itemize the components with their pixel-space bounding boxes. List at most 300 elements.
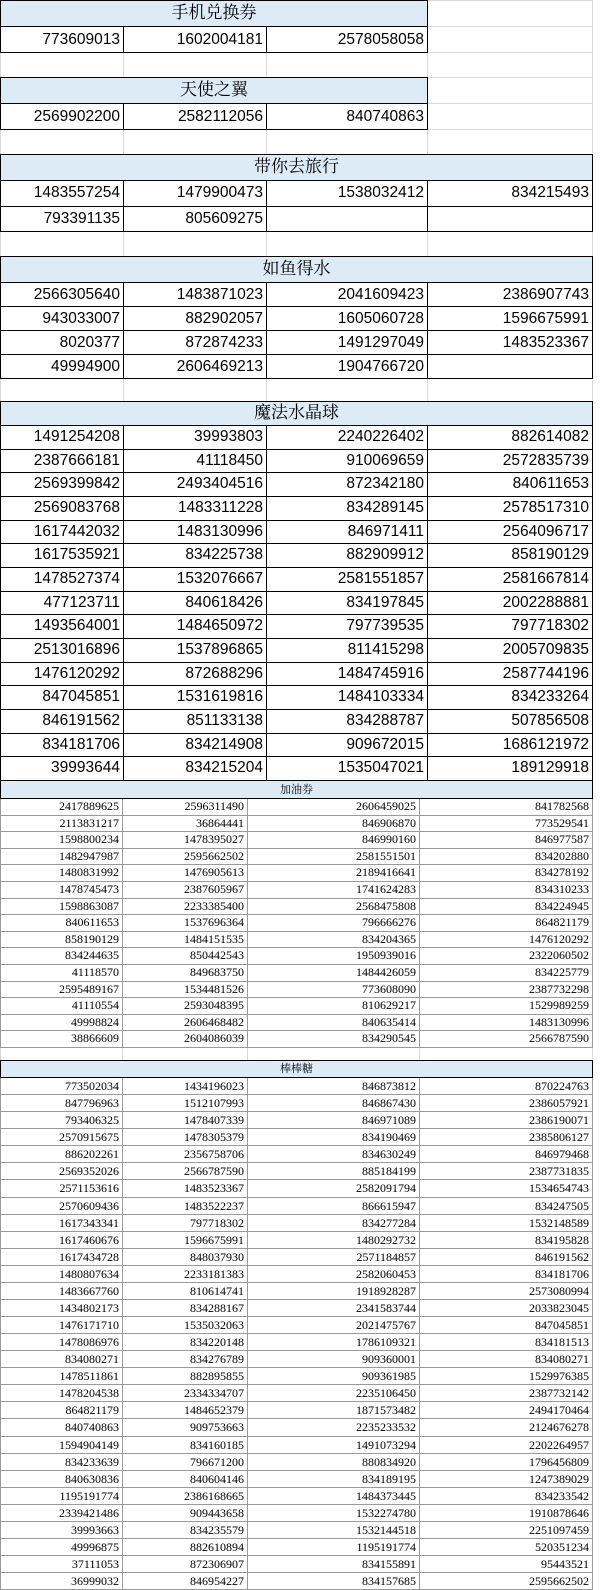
table-cell[interactable]: 834214908 bbox=[123, 733, 267, 758]
table-cell[interactable]: 1535032063 bbox=[122, 1316, 248, 1334]
table-cell[interactable]: 1482947987 bbox=[0, 848, 123, 866]
table-cell[interactable]: 1598863087 bbox=[0, 898, 123, 916]
table-cell[interactable]: 49994900 bbox=[0, 354, 124, 379]
table-cell[interactable]: 834215204 bbox=[123, 756, 267, 781]
table-cell[interactable]: 882895855 bbox=[122, 1367, 248, 1385]
table-cell[interactable]: 834220148 bbox=[122, 1333, 248, 1351]
table-cell[interactable]: 834288167 bbox=[122, 1299, 248, 1317]
table-cell[interactable]: 1512107993 bbox=[122, 1094, 248, 1112]
table-cell[interactable]: 2005709835 bbox=[427, 638, 593, 663]
table-cell[interactable]: 2033823045 bbox=[419, 1299, 593, 1317]
table-cell[interactable]: 1483557254 bbox=[0, 180, 124, 207]
table-cell[interactable]: 1529989259 bbox=[419, 997, 593, 1015]
table-cell[interactable]: 1434802173 bbox=[0, 1299, 123, 1317]
table-cell[interactable]: 1476120292 bbox=[0, 662, 124, 687]
table-cell[interactable]: 1904766720 bbox=[266, 354, 428, 379]
table-cell[interactable]: 2124676278 bbox=[419, 1418, 593, 1436]
table-cell[interactable]: 773502034 bbox=[0, 1077, 123, 1095]
table-cell[interactable]: 1478086976 bbox=[0, 1333, 123, 1351]
table-cell[interactable]: 1529976385 bbox=[419, 1367, 593, 1385]
table-cell[interactable]: 1195191774 bbox=[0, 1487, 123, 1505]
table-cell[interactable]: 882614082 bbox=[427, 425, 593, 450]
table-cell[interactable]: 834289145 bbox=[266, 496, 428, 521]
table-cell[interactable]: 847045851 bbox=[0, 685, 124, 710]
table-cell[interactable]: 2513016896 bbox=[0, 638, 124, 663]
table-cell[interactable]: 1910878646 bbox=[419, 1504, 593, 1522]
table-cell[interactable]: 1478305379 bbox=[122, 1128, 248, 1146]
empty-cell[interactable] bbox=[0, 52, 124, 78]
table-cell[interactable]: 2233181383 bbox=[122, 1265, 248, 1283]
table-cell[interactable]: 2021475767 bbox=[247, 1316, 420, 1334]
table-cell[interactable]: 847045851 bbox=[419, 1316, 593, 1334]
table-cell[interactable]: 2387731835 bbox=[419, 1162, 593, 1180]
table-cell[interactable]: 2568475808 bbox=[247, 898, 420, 916]
table-cell[interactable]: 834080271 bbox=[0, 1350, 123, 1368]
table-cell[interactable]: 2235106450 bbox=[247, 1384, 420, 1402]
table-cell[interactable]: 1476905613 bbox=[122, 864, 248, 882]
empty-cell[interactable] bbox=[122, 1047, 248, 1061]
table-cell[interactable]: 2493404516 bbox=[123, 472, 267, 497]
empty-cell[interactable] bbox=[427, 26, 593, 53]
table-cell[interactable]: 1483523367 bbox=[427, 330, 593, 355]
table-cell[interactable]: 41118450 bbox=[123, 449, 267, 474]
table-cell[interactable] bbox=[266, 206, 428, 233]
table-cell[interactable]: 849683750 bbox=[122, 964, 248, 982]
table-cell[interactable]: 1596675991 bbox=[427, 306, 593, 331]
table-cell[interactable]: 834235579 bbox=[122, 1521, 248, 1539]
table-cell[interactable]: 1479900473 bbox=[123, 180, 267, 207]
table-cell[interactable]: 2387605967 bbox=[122, 881, 248, 899]
table-cell[interactable]: 834195828 bbox=[419, 1231, 593, 1249]
table-cell[interactable]: 797718302 bbox=[427, 614, 593, 639]
table-cell[interactable]: 1537896865 bbox=[123, 638, 267, 663]
table-cell[interactable]: 39993803 bbox=[123, 425, 267, 450]
table-cell[interactable]: 2386168665 bbox=[122, 1487, 248, 1505]
table-cell[interactable]: 1478407339 bbox=[122, 1111, 248, 1129]
table-cell[interactable]: 1598800234 bbox=[0, 831, 123, 849]
table-cell[interactable]: 2494170464 bbox=[419, 1401, 593, 1419]
empty-cell[interactable] bbox=[266, 52, 428, 78]
table-cell[interactable]: 41110554 bbox=[0, 997, 123, 1015]
table-cell[interactable]: 1484373445 bbox=[247, 1487, 420, 1505]
table-cell[interactable]: 2356758706 bbox=[122, 1145, 248, 1163]
table-cell[interactable]: 773608090 bbox=[247, 981, 420, 999]
table-cell[interactable]: 1484426059 bbox=[247, 964, 420, 982]
table-cell[interactable]: 1617460676 bbox=[0, 1231, 123, 1249]
table-cell[interactable]: 2385806127 bbox=[419, 1128, 593, 1146]
table-cell[interactable]: 1594904149 bbox=[0, 1436, 123, 1454]
empty-cell[interactable] bbox=[266, 378, 428, 402]
table-cell[interactable]: 1617434728 bbox=[0, 1248, 123, 1266]
table-cell[interactable]: 1871573482 bbox=[247, 1401, 420, 1419]
table-cell[interactable]: 834310233 bbox=[419, 881, 593, 899]
table-cell[interactable]: 1480292732 bbox=[247, 1231, 420, 1249]
table-cell[interactable]: 846979468 bbox=[419, 1145, 593, 1163]
table-cell[interactable]: 1434196023 bbox=[122, 1077, 248, 1095]
table-cell[interactable] bbox=[427, 354, 593, 379]
table-cell[interactable]: 2002288881 bbox=[427, 591, 593, 616]
table-cell[interactable]: 2606459025 bbox=[247, 798, 420, 816]
table-cell[interactable]: 2582112056 bbox=[123, 103, 267, 130]
table-cell[interactable]: 2581551501 bbox=[247, 848, 420, 866]
table-cell[interactable]: 189129918 bbox=[427, 756, 593, 781]
table-cell[interactable]: 1796456809 bbox=[419, 1453, 593, 1471]
section-title[interactable]: 加油券 bbox=[0, 780, 593, 799]
table-cell[interactable]: 796671200 bbox=[122, 1453, 248, 1471]
table-cell[interactable]: 834233542 bbox=[419, 1487, 593, 1505]
table-cell[interactable]: 858190129 bbox=[0, 931, 123, 949]
empty-cell[interactable] bbox=[123, 378, 267, 402]
table-cell[interactable]: 2564096717 bbox=[427, 520, 593, 545]
table-cell[interactable]: 793406325 bbox=[0, 1111, 123, 1129]
table-cell[interactable]: 2570915675 bbox=[0, 1128, 123, 1146]
table-cell[interactable]: 2581667814 bbox=[427, 567, 593, 592]
table-cell[interactable]: 2334334707 bbox=[122, 1384, 248, 1402]
table-cell[interactable]: 37111053 bbox=[0, 1555, 123, 1573]
table-cell[interactable]: 870224763 bbox=[419, 1077, 593, 1095]
table-cell[interactable]: 2606469213 bbox=[123, 354, 267, 379]
table-cell[interactable]: 2339421486 bbox=[0, 1504, 123, 1522]
table-cell[interactable]: 1476120292 bbox=[419, 931, 593, 949]
table-cell[interactable]: 1478527374 bbox=[0, 567, 124, 592]
table-cell[interactable]: 2386190071 bbox=[419, 1111, 593, 1129]
table-cell[interactable]: 846971411 bbox=[266, 520, 428, 545]
table-cell[interactable]: 41118570 bbox=[0, 964, 123, 982]
table-cell[interactable]: 2189416641 bbox=[247, 864, 420, 882]
table-cell[interactable]: 2606468482 bbox=[122, 1014, 248, 1032]
empty-cell[interactable] bbox=[0, 231, 124, 257]
table-cell[interactable]: 36999032 bbox=[0, 1572, 123, 1590]
table-cell[interactable]: 811415298 bbox=[266, 638, 428, 663]
table-cell[interactable]: 95443521 bbox=[419, 1555, 593, 1573]
table-cell[interactable]: 1617535921 bbox=[0, 543, 124, 568]
empty-cell[interactable] bbox=[427, 378, 593, 402]
table-cell[interactable]: 49996875 bbox=[0, 1538, 123, 1556]
empty-cell[interactable] bbox=[419, 1047, 593, 1061]
empty-cell[interactable] bbox=[247, 1047, 420, 1061]
table-cell[interactable]: 886202261 bbox=[0, 1145, 123, 1163]
table-cell[interactable]: 846191562 bbox=[0, 709, 124, 734]
table-cell[interactable]: 834181513 bbox=[419, 1333, 593, 1351]
table-cell[interactable]: 834278192 bbox=[419, 864, 593, 882]
table-cell[interactable]: 2578517310 bbox=[427, 496, 593, 521]
table-cell[interactable]: 1483522237 bbox=[122, 1197, 248, 1215]
table-cell[interactable]: 834202880 bbox=[419, 848, 593, 866]
table-cell[interactable]: 1537696364 bbox=[122, 914, 248, 932]
table-cell[interactable]: 2322060502 bbox=[419, 947, 593, 965]
table-cell[interactable]: 943033007 bbox=[0, 306, 124, 331]
table-cell[interactable]: 834277284 bbox=[247, 1214, 420, 1232]
table-cell[interactable]: 2566787590 bbox=[419, 1030, 593, 1048]
table-cell[interactable]: 2251097459 bbox=[419, 1521, 593, 1539]
table-cell[interactable]: 1605060728 bbox=[266, 306, 428, 331]
table-cell[interactable]: 1484103334 bbox=[266, 685, 428, 710]
table-cell[interactable]: 834244635 bbox=[0, 947, 123, 965]
table-cell[interactable]: 797739535 bbox=[266, 614, 428, 639]
table-cell[interactable]: 1602004181 bbox=[123, 26, 267, 53]
table-cell[interactable]: 2386907743 bbox=[427, 282, 593, 307]
empty-cell[interactable] bbox=[427, 103, 593, 130]
empty-cell[interactable] bbox=[0, 378, 124, 402]
empty-cell[interactable] bbox=[0, 129, 124, 155]
table-cell[interactable]: 834225779 bbox=[419, 964, 593, 982]
table-cell[interactable]: 846954227 bbox=[122, 1572, 248, 1590]
table-cell[interactable]: 882902057 bbox=[123, 306, 267, 331]
table-cell[interactable]: 2387732142 bbox=[419, 1384, 593, 1402]
table-cell[interactable]: 1741624283 bbox=[247, 881, 420, 899]
table-cell[interactable]: 851133138 bbox=[123, 709, 267, 734]
table-cell[interactable]: 2202264957 bbox=[419, 1436, 593, 1454]
table-cell[interactable]: 2595662502 bbox=[419, 1572, 593, 1590]
table-cell[interactable]: 1532148589 bbox=[419, 1214, 593, 1232]
table-cell[interactable]: 834276789 bbox=[122, 1350, 248, 1368]
table-cell[interactable]: 2581551857 bbox=[266, 567, 428, 592]
table-cell[interactable]: 1483130996 bbox=[123, 520, 267, 545]
table-cell[interactable]: 882909912 bbox=[266, 543, 428, 568]
table-cell[interactable]: 834225738 bbox=[123, 543, 267, 568]
table-cell[interactable]: 1484745916 bbox=[266, 662, 428, 687]
table-cell[interactable]: 1247389029 bbox=[419, 1470, 593, 1488]
table-cell[interactable]: 39993663 bbox=[0, 1521, 123, 1539]
table-cell[interactable]: 846990160 bbox=[247, 831, 420, 849]
table-cell[interactable]: 2582091794 bbox=[247, 1179, 420, 1197]
table-cell[interactable]: 2240226402 bbox=[266, 425, 428, 450]
table-cell[interactable]: 872306907 bbox=[122, 1555, 248, 1573]
table-cell[interactable]: 2387732298 bbox=[419, 981, 593, 999]
table-cell[interactable]: 858190129 bbox=[427, 543, 593, 568]
table-cell[interactable]: 840740863 bbox=[266, 103, 428, 130]
table-cell[interactable]: 2569399842 bbox=[0, 472, 124, 497]
table-cell[interactable]: 834080271 bbox=[419, 1350, 593, 1368]
table-cell[interactable]: 846971089 bbox=[247, 1111, 420, 1129]
section-title[interactable]: 魔法水晶球 bbox=[0, 401, 593, 426]
table-cell[interactable]: 834157685 bbox=[247, 1572, 420, 1590]
table-cell[interactable]: 834190469 bbox=[247, 1128, 420, 1146]
table-cell[interactable]: 1480831992 bbox=[0, 864, 123, 882]
empty-cell[interactable] bbox=[427, 129, 593, 155]
table-cell[interactable]: 2593048395 bbox=[122, 997, 248, 1015]
empty-cell[interactable] bbox=[266, 231, 428, 257]
empty-cell[interactable] bbox=[123, 231, 267, 257]
table-cell[interactable]: 885184199 bbox=[247, 1162, 420, 1180]
table-cell[interactable]: 2595662502 bbox=[122, 848, 248, 866]
table-cell[interactable]: 1478745473 bbox=[0, 881, 123, 899]
table-cell[interactable]: 834233264 bbox=[427, 685, 593, 710]
empty-cell[interactable] bbox=[427, 77, 593, 104]
table-cell[interactable]: 909361985 bbox=[247, 1367, 420, 1385]
table-cell[interactable]: 846867430 bbox=[247, 1094, 420, 1112]
table-cell[interactable]: 2387666181 bbox=[0, 449, 124, 474]
table-cell[interactable]: 840618426 bbox=[123, 591, 267, 616]
table-cell[interactable]: 864821179 bbox=[419, 914, 593, 932]
table-cell[interactable]: 773529541 bbox=[419, 815, 593, 833]
table-cell[interactable]: 840604146 bbox=[122, 1470, 248, 1488]
table-cell[interactable]: 1478204538 bbox=[0, 1384, 123, 1402]
table-cell[interactable]: 2569902200 bbox=[0, 103, 124, 130]
table-cell[interactable]: 880834920 bbox=[247, 1453, 420, 1471]
table-cell[interactable]: 805609275 bbox=[123, 206, 267, 233]
empty-cell[interactable] bbox=[0, 1047, 123, 1061]
table-cell[interactable]: 38866609 bbox=[0, 1030, 123, 1048]
table-cell[interactable]: 834233639 bbox=[0, 1453, 123, 1471]
table-cell[interactable]: 810614741 bbox=[122, 1282, 248, 1300]
table-cell[interactable]: 846977587 bbox=[419, 831, 593, 849]
table-cell[interactable]: 1483130996 bbox=[419, 1014, 593, 1032]
table-cell[interactable]: 2582060453 bbox=[247, 1265, 420, 1283]
table-cell[interactable] bbox=[427, 206, 593, 233]
table-cell[interactable]: 36864441 bbox=[122, 815, 248, 833]
table-cell[interactable]: 1950939016 bbox=[247, 947, 420, 965]
section-title[interactable]: 天使之翼 bbox=[0, 77, 428, 104]
table-cell[interactable]: 810629217 bbox=[247, 997, 420, 1015]
table-cell[interactable]: 1532076667 bbox=[123, 567, 267, 592]
table-cell[interactable]: 846873812 bbox=[247, 1077, 420, 1095]
table-cell[interactable]: 2569352026 bbox=[0, 1162, 123, 1180]
table-cell[interactable]: 909360001 bbox=[247, 1350, 420, 1368]
section-title[interactable]: 如鱼得水 bbox=[0, 256, 593, 283]
table-cell[interactable]: 1483311228 bbox=[123, 496, 267, 521]
table-cell[interactable]: 1493564001 bbox=[0, 614, 124, 639]
table-cell[interactable]: 773609013 bbox=[0, 26, 124, 53]
section-title[interactable]: 棒棒糖 bbox=[0, 1060, 593, 1078]
empty-cell[interactable] bbox=[266, 129, 428, 155]
table-cell[interactable]: 1483667760 bbox=[0, 1282, 123, 1300]
table-cell[interactable]: 834181706 bbox=[0, 733, 124, 758]
table-cell[interactable]: 1480807634 bbox=[0, 1265, 123, 1283]
table-cell[interactable]: 2235233532 bbox=[247, 1418, 420, 1436]
table-cell[interactable]: 834181706 bbox=[419, 1265, 593, 1283]
table-cell[interactable]: 507856508 bbox=[427, 709, 593, 734]
table-cell[interactable]: 1531619816 bbox=[123, 685, 267, 710]
table-cell[interactable]: 1484652379 bbox=[122, 1401, 248, 1419]
table-cell[interactable]: 846191562 bbox=[419, 1248, 593, 1266]
table-cell[interactable]: 2604086039 bbox=[122, 1030, 248, 1048]
table-cell[interactable]: 1617343341 bbox=[0, 1214, 123, 1232]
table-cell[interactable]: 1686121972 bbox=[427, 733, 593, 758]
table-cell[interactable]: 2569083768 bbox=[0, 496, 124, 521]
table-cell[interactable]: 2587744196 bbox=[427, 662, 593, 687]
table-cell[interactable]: 866615947 bbox=[247, 1197, 420, 1215]
table-cell[interactable]: 2573080994 bbox=[419, 1282, 593, 1300]
table-cell[interactable]: 848037930 bbox=[122, 1248, 248, 1266]
table-cell[interactable]: 2113831217 bbox=[0, 815, 123, 833]
table-cell[interactable]: 834189195 bbox=[247, 1470, 420, 1488]
table-cell[interactable]: 2341583744 bbox=[247, 1299, 420, 1317]
table-cell[interactable]: 840611653 bbox=[0, 914, 123, 932]
table-cell[interactable]: 872874233 bbox=[123, 330, 267, 355]
table-cell[interactable]: 2417889625 bbox=[0, 798, 123, 816]
table-cell[interactable]: 1491297049 bbox=[266, 330, 428, 355]
table-cell[interactable]: 834630249 bbox=[247, 1145, 420, 1163]
table-cell[interactable]: 2386057921 bbox=[419, 1094, 593, 1112]
table-cell[interactable]: 840740863 bbox=[0, 1418, 123, 1436]
table-cell[interactable]: 834197845 bbox=[266, 591, 428, 616]
table-cell[interactable]: 1484151535 bbox=[122, 931, 248, 949]
table-cell[interactable]: 1478511861 bbox=[0, 1367, 123, 1385]
table-cell[interactable]: 1538032412 bbox=[266, 180, 428, 207]
section-title[interactable]: 手机兑换券 bbox=[0, 0, 428, 27]
table-cell[interactable]: 834155891 bbox=[247, 1555, 420, 1573]
table-cell[interactable]: 840635414 bbox=[247, 1014, 420, 1032]
table-cell[interactable]: 520351234 bbox=[419, 1538, 593, 1556]
table-cell[interactable]: 8020377 bbox=[0, 330, 124, 355]
table-cell[interactable]: 834290545 bbox=[247, 1030, 420, 1048]
table-cell[interactable]: 1617442032 bbox=[0, 520, 124, 545]
table-cell[interactable]: 1476171710 bbox=[0, 1316, 123, 1334]
table-cell[interactable]: 872688296 bbox=[123, 662, 267, 687]
table-cell[interactable]: 477123711 bbox=[0, 591, 124, 616]
table-cell[interactable]: 797718302 bbox=[122, 1214, 248, 1232]
table-cell[interactable]: 2572835739 bbox=[427, 449, 593, 474]
table-cell[interactable]: 1483871023 bbox=[123, 282, 267, 307]
table-cell[interactable]: 1534654743 bbox=[419, 1179, 593, 1197]
table-cell[interactable]: 850442543 bbox=[122, 947, 248, 965]
table-cell[interactable]: 834224945 bbox=[419, 898, 593, 916]
table-cell[interactable]: 2578058058 bbox=[266, 26, 428, 53]
table-cell[interactable]: 1483523367 bbox=[122, 1179, 248, 1197]
empty-cell[interactable] bbox=[123, 52, 267, 78]
table-cell[interactable]: 1534481526 bbox=[122, 981, 248, 999]
table-cell[interactable]: 1532274780 bbox=[247, 1504, 420, 1522]
table-cell[interactable]: 796666276 bbox=[247, 914, 420, 932]
table-cell[interactable]: 2566787590 bbox=[122, 1162, 248, 1180]
table-cell[interactable]: 909753663 bbox=[122, 1418, 248, 1436]
table-cell[interactable]: 834160185 bbox=[122, 1436, 248, 1454]
table-cell[interactable]: 847796963 bbox=[0, 1094, 123, 1112]
table-cell[interactable]: 840611653 bbox=[427, 472, 593, 497]
table-cell[interactable]: 909443658 bbox=[122, 1504, 248, 1522]
table-cell[interactable]: 39993644 bbox=[0, 756, 124, 781]
table-cell[interactable]: 2595489167 bbox=[0, 981, 123, 999]
empty-cell[interactable] bbox=[427, 231, 593, 257]
section-title[interactable]: 带你去旅行 bbox=[0, 154, 593, 181]
table-cell[interactable]: 2566305640 bbox=[0, 282, 124, 307]
table-cell[interactable]: 49998824 bbox=[0, 1014, 123, 1032]
table-cell[interactable]: 872342180 bbox=[266, 472, 428, 497]
table-cell[interactable]: 1478395027 bbox=[122, 831, 248, 849]
table-cell[interactable]: 1195191774 bbox=[247, 1538, 420, 1556]
table-cell[interactable]: 882610894 bbox=[122, 1538, 248, 1556]
table-cell[interactable]: 1491254208 bbox=[0, 425, 124, 450]
table-cell[interactable]: 1491073294 bbox=[247, 1436, 420, 1454]
empty-cell[interactable] bbox=[123, 129, 267, 155]
table-cell[interactable]: 2571184857 bbox=[247, 1248, 420, 1266]
table-cell[interactable]: 840630836 bbox=[0, 1470, 123, 1488]
table-cell[interactable]: 2041609423 bbox=[266, 282, 428, 307]
table-cell[interactable]: 909672015 bbox=[266, 733, 428, 758]
table-cell[interactable]: 793391135 bbox=[0, 206, 124, 233]
empty-cell[interactable] bbox=[427, 52, 593, 78]
table-cell[interactable]: 1596675991 bbox=[122, 1231, 248, 1249]
table-cell[interactable]: 1786109321 bbox=[247, 1333, 420, 1351]
table-cell[interactable]: 834247505 bbox=[419, 1197, 593, 1215]
table-cell[interactable]: 1535047021 bbox=[266, 756, 428, 781]
table-cell[interactable]: 2596311490 bbox=[122, 798, 248, 816]
table-cell[interactable]: 1484650972 bbox=[123, 614, 267, 639]
table-cell[interactable]: 834204365 bbox=[247, 931, 420, 949]
table-cell[interactable]: 1918928287 bbox=[247, 1282, 420, 1300]
table-cell[interactable]: 834215493 bbox=[427, 180, 593, 207]
table-cell[interactable]: 2570609436 bbox=[0, 1197, 123, 1215]
table-cell[interactable]: 2571153616 bbox=[0, 1179, 123, 1197]
table-cell[interactable]: 910069659 bbox=[266, 449, 428, 474]
table-cell[interactable]: 1532144518 bbox=[247, 1521, 420, 1539]
table-cell[interactable]: 834288787 bbox=[266, 709, 428, 734]
empty-cell[interactable] bbox=[427, 0, 593, 27]
table-cell[interactable]: 864821179 bbox=[0, 1401, 123, 1419]
table-cell[interactable]: 841782568 bbox=[419, 798, 593, 816]
table-cell[interactable]: 846906870 bbox=[247, 815, 420, 833]
